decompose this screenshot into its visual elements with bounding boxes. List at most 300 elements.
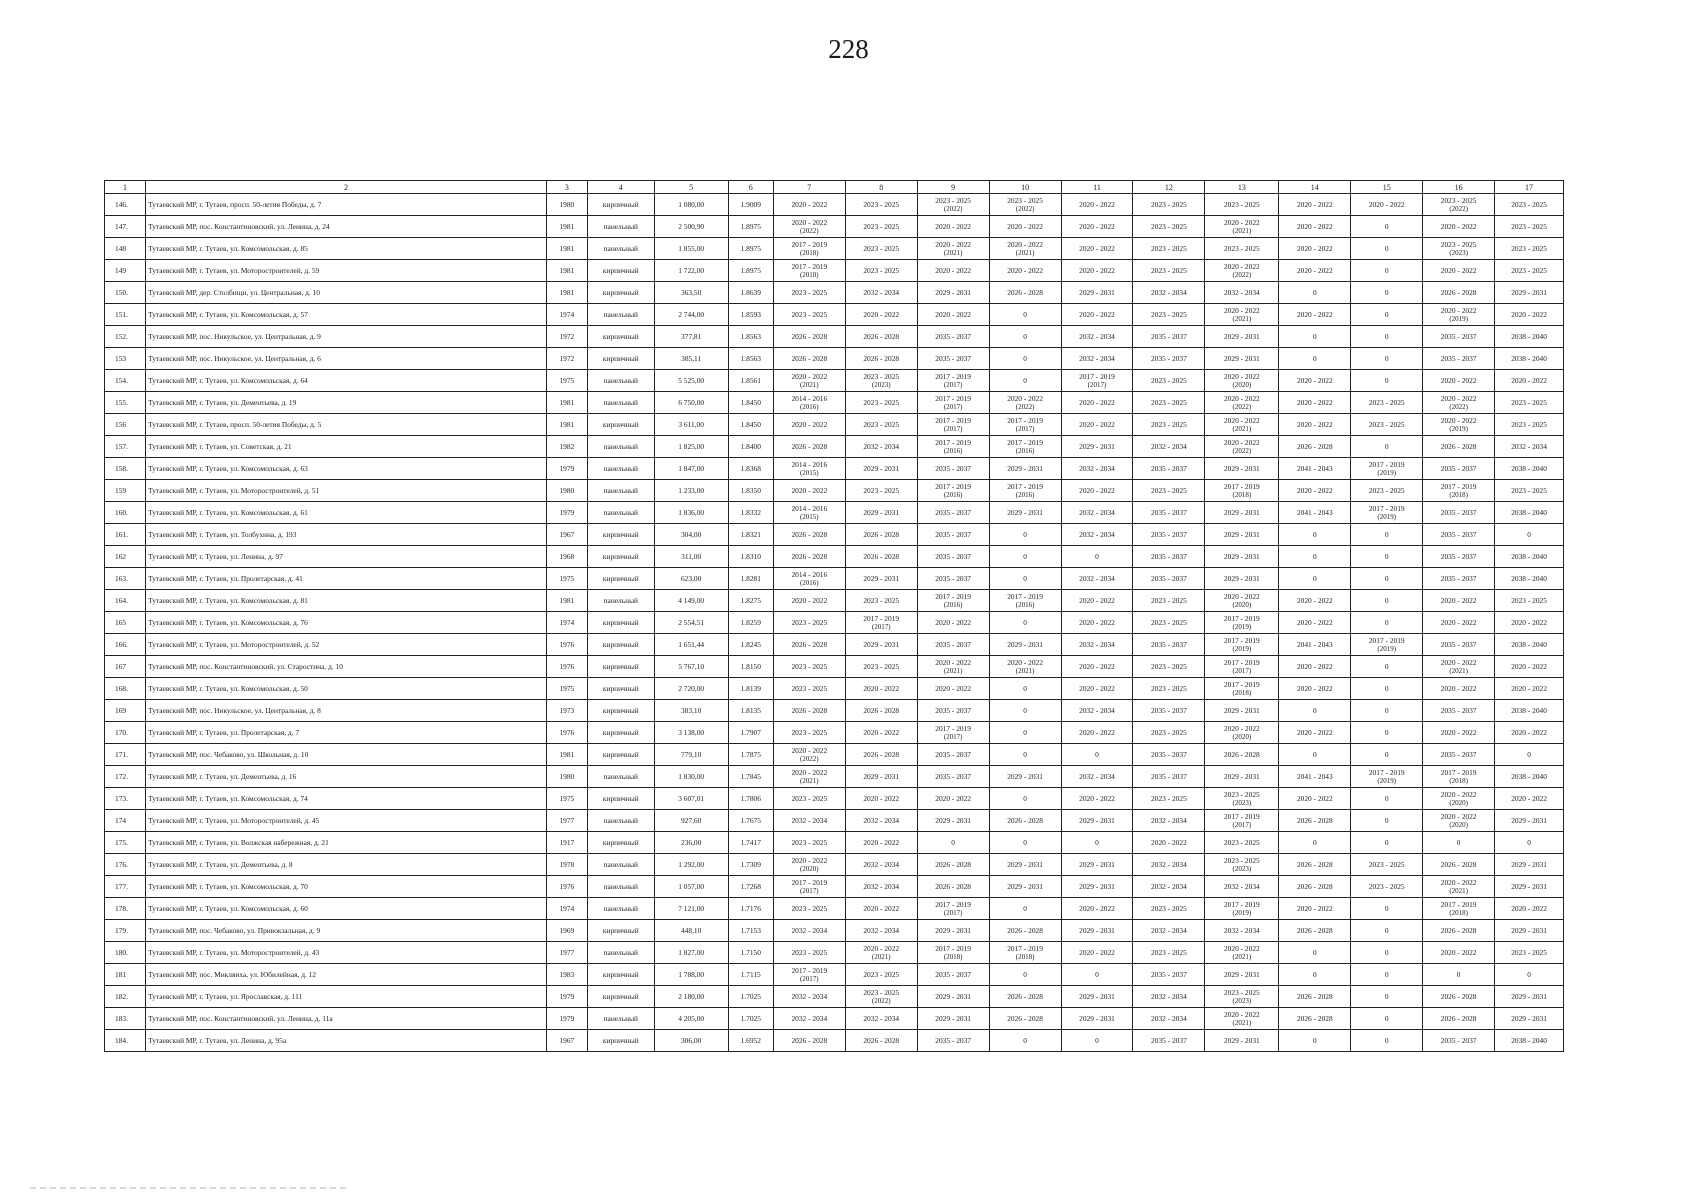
table-cell: 2032 - 2034 [1205, 876, 1279, 898]
table-cell: 1.7806 [728, 788, 773, 810]
actual-year-note: (2021) [799, 381, 819, 389]
table-cell: 0 [1279, 282, 1351, 304]
table-cell: 1.7150 [728, 942, 773, 964]
table-cell: 2026 - 2028 [1279, 854, 1351, 876]
table-cell: 2032 - 2034 [773, 810, 845, 832]
table-cell: 236,00 [654, 832, 728, 854]
table-cell: 448,10 [654, 920, 728, 942]
table-cell: 2026 - 2028 [1279, 920, 1351, 942]
actual-year-note: (2021) [1015, 667, 1035, 675]
table-cell: 2029 - 2031 [989, 634, 1061, 656]
table-cell: 2020 - 2022 [845, 304, 917, 326]
actual-year-note: (2018) [943, 953, 963, 961]
table-cell: 2020 - 2022 [1279, 656, 1351, 678]
actual-year-note: (2022) [799, 755, 819, 763]
column-header-1: 1 [105, 181, 146, 194]
address-cell: Тутаевский МР, г. Тутаев, ул. Комсомольская, д. 70 [146, 876, 547, 898]
table-cell: 2026 - 2028 [989, 986, 1061, 1008]
column-header-12: 12 [1133, 181, 1205, 194]
table-row [105, 1030, 1564, 1052]
table-cell: 2020 - 2022 [1279, 194, 1351, 216]
table-cell: 2023 - 2025 [1351, 392, 1423, 414]
column-header-6: 6 [728, 181, 773, 194]
table-cell: 2020 - 2022 (2019) [1423, 414, 1495, 436]
table-cell: 2020 - 2022 [1495, 722, 1564, 744]
table-cell: 2035 - 2037 [917, 964, 989, 986]
table-cell: 385,11 [654, 348, 728, 370]
table-cell: 1.7675 [728, 810, 773, 832]
table-cell: кирпичный [587, 326, 654, 348]
table-cell: 2020 - 2022 (2021) [1423, 876, 1495, 898]
table-cell: 2035 - 2037 [917, 348, 989, 370]
actual-year-note: (2016) [799, 403, 819, 411]
table-cell: 2029 - 2031 [845, 458, 917, 480]
table-cell: 2020 - 2022 [917, 216, 989, 238]
row-number-cell: 166. [105, 634, 146, 656]
table-cell: 2023 - 2025 [845, 964, 917, 986]
repair-schedule-table-container [104, 180, 1564, 1052]
table-cell: 2023 - 2025 [1351, 480, 1423, 502]
table-cell: 2020 - 2022 (2021) [845, 942, 917, 964]
table-cell: 2035 - 2037 [917, 766, 989, 788]
table-row [105, 832, 1564, 854]
table-row [105, 722, 1564, 744]
table-cell: 2032 - 2034 [1061, 524, 1133, 546]
table-cell: 2041 - 2043 [1279, 502, 1351, 524]
table-cell: 1968 [546, 546, 587, 568]
table-cell: 0 [1061, 546, 1133, 568]
table-cell: кирпичный [587, 656, 654, 678]
table-cell: 2020 - 2022 [1495, 898, 1564, 920]
table-cell: 2023 - 2025 [1205, 238, 1279, 260]
actual-year-note: (2019) [1377, 469, 1397, 477]
table-cell: 2020 - 2022 [1279, 304, 1351, 326]
table-cell: 2020 - 2022 [845, 788, 917, 810]
table-cell: 2020 - 2022 [1423, 942, 1495, 964]
table-cell: 2020 - 2022 [1423, 590, 1495, 612]
table-cell: 1.8350 [728, 480, 773, 502]
table-cell: 2035 - 2037 [1133, 458, 1205, 480]
table-cell: 1.8563 [728, 326, 773, 348]
table-cell: 2035 - 2037 [1423, 502, 1495, 524]
table-cell: 0 [989, 788, 1061, 810]
table-cell: 1974 [546, 612, 587, 634]
table-cell: 1.7845 [728, 766, 773, 788]
table-cell: 2020 - 2022 [1061, 656, 1133, 678]
table-cell: 1.8975 [728, 238, 773, 260]
column-header-10: 10 [989, 181, 1061, 194]
table-cell: 2017 - 2019 (2017) [917, 370, 989, 392]
actual-year-note: (2016) [943, 447, 963, 455]
table-cell: 2020 - 2022 [1279, 260, 1351, 282]
table-cell: 2029 - 2031 [1061, 854, 1133, 876]
table-cell: кирпичный [587, 678, 654, 700]
column-header-4: 4 [587, 181, 654, 194]
table-cell: 2026 - 2028 [773, 524, 845, 546]
column-header-14: 14 [1279, 181, 1351, 194]
table-cell: 2023 - 2025 [1495, 414, 1564, 436]
table-cell: 1972 [546, 326, 587, 348]
table-cell: кирпичный [587, 612, 654, 634]
table-cell: 1981 [546, 282, 587, 304]
table-cell: 2020 - 2022 [773, 590, 845, 612]
table-cell: 0 [1351, 678, 1423, 700]
table-cell: 2023 - 2025 [1133, 942, 1205, 964]
table-cell: 2014 - 2016 (2016) [773, 392, 845, 414]
table-cell: 2023 - 2025 [773, 788, 845, 810]
table-cell: 2029 - 2031 [1495, 876, 1564, 898]
table-cell: 2 554,51 [654, 612, 728, 634]
table-cell: 2029 - 2031 [989, 766, 1061, 788]
table-cell: 0 [1351, 568, 1423, 590]
address-cell: Тутаевский МР, дер. Столбищи, ул. Центральная, д. 10 [146, 282, 547, 304]
table-cell: 2035 - 2037 [1423, 348, 1495, 370]
table-cell: 2023 - 2025 [773, 898, 845, 920]
table-cell: 4 205,00 [654, 1008, 728, 1030]
table-cell: 2026 - 2028 [773, 1030, 845, 1052]
table-cell: 2020 - 2022 [1423, 722, 1495, 744]
table-cell: 2029 - 2031 [1495, 810, 1564, 832]
table-cell: 2020 - 2022 [845, 832, 917, 854]
table-cell: 0 [989, 568, 1061, 590]
address-cell: Тутаевский МР, г. Тутаев, ул. Комсомольская, д. 60 [146, 898, 547, 920]
table-cell: 2029 - 2031 [917, 920, 989, 942]
table-row [105, 1008, 1564, 1030]
table-cell: 1974 [546, 304, 587, 326]
row-number-cell: 152. [105, 326, 146, 348]
table-cell: 2029 - 2031 [1061, 986, 1133, 1008]
column-header-5: 5 [654, 181, 728, 194]
address-cell: Тутаевский МР, г. Тутаев, ул. Комсомольская, д. 57 [146, 304, 547, 326]
table-cell: 2035 - 2037 [1423, 1030, 1495, 1052]
table-body [105, 194, 1564, 1052]
row-number-cell: 173. [105, 788, 146, 810]
table-row [105, 546, 1564, 568]
table-header-row [105, 181, 1564, 194]
actual-year-note: (2020) [1232, 381, 1252, 389]
actual-year-note: (2021) [1232, 425, 1252, 433]
table-cell: 2032 - 2034 [773, 920, 845, 942]
table-cell: 1981 [546, 744, 587, 766]
table-cell: 2020 - 2022 [917, 788, 989, 810]
table-cell: 1.8400 [728, 436, 773, 458]
table-cell: панельный [587, 392, 654, 414]
table-cell: 2020 - 2022 [773, 480, 845, 502]
column-header-3: 3 [546, 181, 587, 194]
table-cell: 2032 - 2034 [1133, 436, 1205, 458]
table-cell: панельный [587, 458, 654, 480]
table-cell: 2020 - 2022 [845, 678, 917, 700]
row-number-cell: 165 [105, 612, 146, 634]
table-cell: 2029 - 2031 [1205, 524, 1279, 546]
table-cell: 2017 - 2019 (2019) [1205, 612, 1279, 634]
table-cell: 2023 - 2025 [1133, 590, 1205, 612]
actual-year-note: (2020) [1232, 601, 1252, 609]
actual-year-note: (2019) [1232, 623, 1252, 631]
actual-year-note: (2018) [1232, 491, 1252, 499]
table-cell: 2020 - 2022 (2022) [773, 744, 845, 766]
table-cell: 2020 - 2022 [1279, 788, 1351, 810]
table-cell: 2017 - 2019 (2019) [1351, 458, 1423, 480]
table-cell: 2023 - 2025 [845, 392, 917, 414]
actual-year-note: (2022) [799, 227, 819, 235]
table-cell: 2029 - 2031 [917, 1008, 989, 1030]
table-cell: 2032 - 2034 [1133, 282, 1205, 304]
table-cell: 0 [1351, 942, 1423, 964]
table-cell: 2020 - 2022 [1495, 788, 1564, 810]
actual-year-note: (2017) [943, 381, 963, 389]
table-cell: 2029 - 2031 [989, 458, 1061, 480]
table-cell: 2032 - 2034 [845, 876, 917, 898]
table-row [105, 656, 1564, 678]
table-cell: 2032 - 2034 [1205, 920, 1279, 942]
table-row [105, 766, 1564, 788]
table-cell: 1.8275 [728, 590, 773, 612]
column-header-13: 13 [1205, 181, 1279, 194]
actual-year-note: (2017) [799, 887, 819, 895]
table-cell: 1972 [546, 348, 587, 370]
table-cell: 2017 - 2019 (2018) [1423, 480, 1495, 502]
table-cell: 2023 - 2025 [1205, 832, 1279, 854]
table-cell: 2029 - 2031 [1061, 920, 1133, 942]
table-cell: 2020 - 2022 [1495, 678, 1564, 700]
table-cell: 2020 - 2022 [1279, 722, 1351, 744]
table-row [105, 370, 1564, 392]
table-cell: 0 [989, 348, 1061, 370]
table-cell: 0 [989, 370, 1061, 392]
actual-year-note: (2016) [1015, 447, 1035, 455]
table-cell: 2020 - 2022 [989, 260, 1061, 282]
table-cell: 2023 - 2025 [773, 678, 845, 700]
actual-year-note: (2021) [799, 777, 819, 785]
table-cell: 2029 - 2031 [1061, 876, 1133, 898]
table-cell: 2023 - 2025 (2023) [1205, 986, 1279, 1008]
table-cell: 1978 [546, 854, 587, 876]
table-cell: 2032 - 2034 [1061, 502, 1133, 524]
table-cell: 2035 - 2037 [1133, 964, 1205, 986]
table-row [105, 238, 1564, 260]
table-cell: кирпичный [587, 986, 654, 1008]
table-cell: 1.8561 [728, 370, 773, 392]
table-cell: 2023 - 2025 [845, 414, 917, 436]
table-cell: 0 [1351, 744, 1423, 766]
actual-year-note: (2021) [871, 953, 891, 961]
table-cell: 0 [1351, 524, 1423, 546]
table-cell: панельный [587, 238, 654, 260]
table-row [105, 854, 1564, 876]
table-cell: 2020 - 2022 [1279, 480, 1351, 502]
actual-year-note: (2023) [871, 381, 891, 389]
table-cell: 2023 - 2025 [845, 216, 917, 238]
table-cell: 2020 - 2022 (2021) [1423, 656, 1495, 678]
table-row [105, 898, 1564, 920]
actual-year-note: (2021) [1232, 227, 1252, 235]
table-cell: 0 [1423, 964, 1495, 986]
table-cell: 2017 - 2019 (2016) [917, 436, 989, 458]
actual-year-note: (2020) [1449, 821, 1468, 829]
table-cell: 1981 [546, 414, 587, 436]
table-cell: 2020 - 2022 (2020) [773, 854, 845, 876]
table-row [105, 392, 1564, 414]
table-cell: 0 [1279, 546, 1351, 568]
table-cell: панельный [587, 876, 654, 898]
address-cell: Тутаевский МР, пос. Константиновский, ул. Ленина, д. 24 [146, 216, 547, 238]
table-cell: 2017 - 2019 (2018) [773, 238, 845, 260]
table-cell: 2023 - 2025 [773, 722, 845, 744]
table-cell: 1.8975 [728, 216, 773, 238]
table-cell: 2026 - 2028 [773, 436, 845, 458]
actual-year-note: (2017) [943, 733, 963, 741]
table-cell: 0 [989, 700, 1061, 722]
actual-year-note: (2019) [1232, 645, 1252, 653]
row-number-cell: 181 [105, 964, 146, 986]
table-cell: 2020 - 2022 [1133, 832, 1205, 854]
table-row [105, 282, 1564, 304]
column-header-2: 2 [146, 181, 547, 194]
table-cell: 0 [989, 964, 1061, 986]
table-cell: 0 [1279, 524, 1351, 546]
table-cell: 2020 - 2022 [917, 260, 989, 282]
table-cell: 383,10 [654, 700, 728, 722]
table-cell: 2026 - 2028 [845, 744, 917, 766]
table-cell: 0 [1351, 590, 1423, 612]
table-cell: 2032 - 2034 [1133, 1008, 1205, 1030]
row-number-cell: 179. [105, 920, 146, 942]
table-cell: 2020 - 2022 [1061, 392, 1133, 414]
table-cell: 2026 - 2028 [989, 810, 1061, 832]
table-row [105, 414, 1564, 436]
table-cell: панельный [587, 1008, 654, 1030]
table-cell: 0 [917, 832, 989, 854]
table-cell: 2026 - 2028 [1423, 986, 1495, 1008]
table-cell: 0 [1061, 1030, 1133, 1052]
address-cell: Тутаевский МР, г. Тутаев, ул. Волжская набережная, д. 21 [146, 832, 547, 854]
row-number-cell: 164. [105, 590, 146, 612]
table-cell: 2017 - 2019 (2017) [773, 876, 845, 898]
address-cell: Тутаевский МР, г. Тутаев, ул. Моторостроителей, д. 52 [146, 634, 547, 656]
table-cell: 1975 [546, 568, 587, 590]
actual-year-note: (2017) [943, 403, 963, 411]
table-cell: 0 [1061, 744, 1133, 766]
table-cell: 2023 - 2025 (2023) [845, 370, 917, 392]
table-cell: 2020 - 2022 [1495, 370, 1564, 392]
table-cell: 2029 - 2031 [989, 854, 1061, 876]
table-cell: 1.8139 [728, 678, 773, 700]
table-cell: 2026 - 2028 [989, 282, 1061, 304]
table-cell: 2023 - 2025 [773, 304, 845, 326]
table-cell: 2020 - 2022 [1061, 194, 1133, 216]
address-cell: Тутаевский МР, г. Тутаев, ул. Ленина, д. 95а [146, 1030, 547, 1052]
table-cell: 2023 - 2025 (2023) [1423, 238, 1495, 260]
table-cell: 2032 - 2034 [1061, 568, 1133, 590]
table-row [105, 590, 1564, 612]
table-cell: 2023 - 2025 [773, 656, 845, 678]
table-cell: кирпичный [587, 920, 654, 942]
table-cell: 0 [1351, 986, 1423, 1008]
address-cell: Тутаевский МР, г. Тутаев, ул. Ленина, д. 97 [146, 546, 547, 568]
table-cell: 2026 - 2028 [845, 546, 917, 568]
actual-year-note: (2019) [1449, 315, 1468, 323]
table-cell: 7 121,00 [654, 898, 728, 920]
table-cell: 0 [1351, 832, 1423, 854]
table-cell: 2020 - 2022 [1495, 304, 1564, 326]
table-cell: 1 830,00 [654, 766, 728, 788]
table-cell: 1979 [546, 986, 587, 1008]
table-cell: 0 [989, 744, 1061, 766]
actual-year-note: (2020) [1449, 799, 1468, 807]
address-cell: Тутаевский МР, г. Тутаев, ул. Комсомольская, д. 64 [146, 370, 547, 392]
table-cell: 2029 - 2031 [1205, 546, 1279, 568]
actual-year-note: (2022) [1449, 403, 1468, 411]
table-cell: 1976 [546, 722, 587, 744]
table-cell: 2017 - 2019 (2017) [845, 612, 917, 634]
page-number: 228 [828, 34, 869, 64]
table-row [105, 964, 1564, 986]
table-cell: 2014 - 2016 (2015) [773, 458, 845, 480]
actual-year-note: (2016) [799, 579, 819, 587]
table-cell: 2035 - 2037 [1133, 634, 1205, 656]
table-cell: 0 [1279, 832, 1351, 854]
table-cell: 0 [1351, 1030, 1423, 1052]
table-cell: 0 [1423, 832, 1495, 854]
table-cell: 2 744,00 [654, 304, 728, 326]
table-cell: 1975 [546, 788, 587, 810]
table-cell: 2020 - 2022 (2021) [773, 370, 845, 392]
actual-year-note: (2023) [1232, 997, 1252, 1005]
actual-year-note: (2022) [943, 205, 963, 213]
table-cell: 2020 - 2022 [1279, 238, 1351, 260]
table-cell: 2020 - 2022 [917, 304, 989, 326]
column-header-9: 9 [917, 181, 989, 194]
table-cell: 1.7907 [728, 722, 773, 744]
table-cell: 2041 - 2043 [1279, 766, 1351, 788]
table-cell: 2038 - 2040 [1495, 326, 1564, 348]
table-cell: 2023 - 2025 [1133, 392, 1205, 414]
table-cell: 2020 - 2022 [1061, 304, 1133, 326]
table-cell: 2023 - 2025 [1133, 194, 1205, 216]
table-cell: 2020 - 2022 (2022) [1205, 436, 1279, 458]
table-cell: 2026 - 2028 [845, 700, 917, 722]
table-cell: 1 788,00 [654, 964, 728, 986]
table-cell: 2023 - 2025 [845, 238, 917, 260]
row-number-cell: 151. [105, 304, 146, 326]
actual-year-note: (2021) [943, 249, 963, 257]
table-cell: 2020 - 2022 [1061, 480, 1133, 502]
table-cell: 2017 - 2019 (2019) [1351, 766, 1423, 788]
table-cell: 2020 - 2022 (2020) [1423, 788, 1495, 810]
table-cell: 2032 - 2034 [1061, 458, 1133, 480]
table-cell: панельный [587, 766, 654, 788]
table-cell: 2017 - 2019 (2019) [1205, 634, 1279, 656]
table-cell: 2032 - 2034 [1061, 700, 1133, 722]
table-cell: 2032 - 2034 [845, 920, 917, 942]
table-cell: 2020 - 2022 (2022) [989, 392, 1061, 414]
table-cell: 2023 - 2025 [1133, 238, 1205, 260]
table-row [105, 458, 1564, 480]
column-header-17: 17 [1495, 181, 1564, 194]
actual-year-note: (2018) [1449, 909, 1468, 917]
table-cell: 2020 - 2022 [1423, 260, 1495, 282]
table-cell: 1980 [546, 194, 587, 216]
address-cell: Тутаевский МР, г. Тутаев, ул. Пролетарская, д. 41 [146, 568, 547, 590]
table-cell: 2020 - 2022 (2021) [989, 656, 1061, 678]
actual-year-note: (2022) [1015, 205, 1035, 213]
table-cell: 927,60 [654, 810, 728, 832]
table-cell: 2026 - 2028 [1279, 810, 1351, 832]
table-cell: 0 [1279, 744, 1351, 766]
table-cell: кирпичный [587, 1030, 654, 1052]
table-cell: 2020 - 2022 (2022) [1205, 392, 1279, 414]
